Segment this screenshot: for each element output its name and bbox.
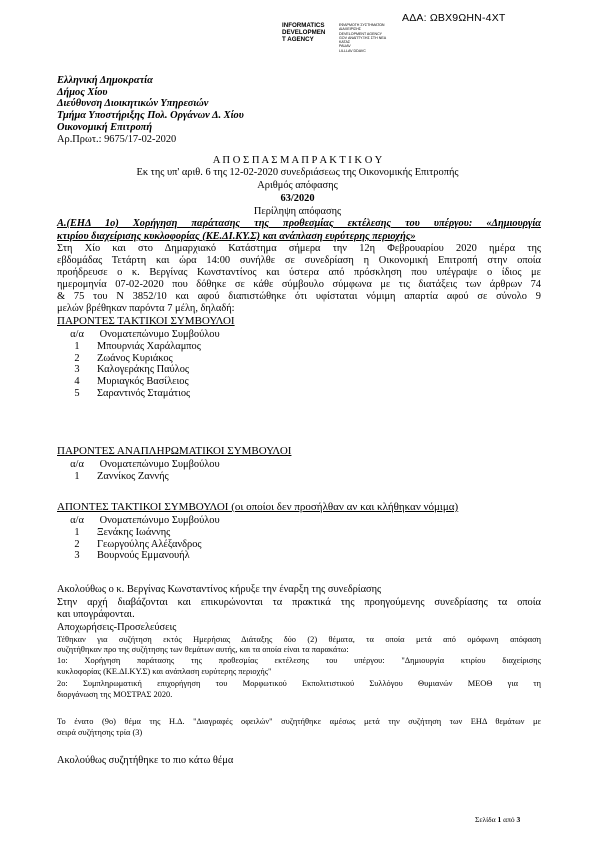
- table-header-row: [57, 515, 220, 527]
- table-row: [57, 527, 220, 539]
- row-number: 4: [74, 376, 80, 388]
- intro-line-6: μελών βρέθηκαν παρόντα 7 μέλη, δηλαδή:: [57, 303, 235, 314]
- topic-2-line-1: 2ο: Συμπληρωματική επιχορήγηση του Μορφωτικού Εκπολιτιστικού Συλλόγου Θυμιανών ΜΕΟΘ για τη: [57, 679, 541, 688]
- member-name: Γεωργούλης Αλέξανδρος: [97, 538, 202, 550]
- protocol-number: Αρ.Πρωτ.: 9675/17-02-2020: [57, 133, 177, 145]
- next-topic-text: Ακολούθως συζητήθηκε το πιο κάτω θέμα: [57, 755, 234, 766]
- col-name-header: Ονοματεπώνυμο Συμβούλου: [99, 459, 220, 470]
- of-word: από: [503, 815, 515, 824]
- row-number: 1: [74, 340, 80, 352]
- extra-topics-line-1: Τέθηκαν για συζήτηση εκτός Ημερήσιας Διάταξης δύο (2) θέματα, τα οποία μετά από ομόφωνη απόφαση: [57, 635, 541, 644]
- member-name: Ζαννίκος Ζαννής: [97, 470, 169, 482]
- extra-topics-line-2: συζητήθηκαν προ της συζήτησης των θεμάτων αυτής, και τα οποία είναι τα παρακάτω:: [57, 645, 349, 654]
- col-number-header: α/α: [70, 515, 84, 526]
- minutes-line-1: Στην αρχή διαβάζονται και επικυρώνονται τα πρακτικά της προηγούμενης συνεδρίασης τα οποία: [57, 597, 541, 608]
- departures-arrivals: Αποχωρήσεις-Προσελεύσεις: [57, 622, 177, 633]
- logo-english-text: [282, 22, 325, 44]
- absent-regular-table: [57, 515, 220, 562]
- table-row: [57, 471, 220, 483]
- logo-gr-line-6: PAUAV: [339, 44, 351, 49]
- logo-gr-line-5: ΚΑΤΑΣ: [339, 40, 351, 45]
- table-header-row: [57, 329, 220, 341]
- topic-1-line-2: κυκλοφορίας (ΚΕ.ΔΙ.ΚΥ.Σ) και ανάπλαση ευρύτερης περιοχής": [57, 667, 272, 676]
- authority-directorate: Διεύθυνση Διοικητικών Υπηρεσιών: [57, 98, 209, 110]
- absent-heading-text: ΑΠΟΝΤΕΣ ΤΑΚΤΙΚΟΙ ΣΥΜΒΟΥΛΟΙ (οι οποίοι δεν προσήλθαν αν και κλήθηκαν νόμιμα): [57, 501, 459, 513]
- logo-gr-line-4: GOV ΑΝΑΠΤΥΞΗΣ ΣΤΗ ΝΕΑ: [339, 35, 387, 40]
- logo-gr-line-3: DEVELOPMENT AGENCY: [339, 31, 383, 36]
- authority-department: Τμήμα Υποστήριξης Πολ. Οργάνων Δ. Χίου: [57, 110, 244, 122]
- member-name: Μπουρνιάς Χαράλαμπος: [97, 340, 201, 352]
- table-row: [57, 539, 220, 551]
- session-start-text: Ακολούθως ο κ. Βεργίνας Κωνσταντίνος κήρυξε την έναρξη της συνεδρίασης: [57, 584, 382, 595]
- page-word: Σελίδα: [475, 815, 496, 824]
- present-regular-heading: ΠΑΡΟΝΤΕΣ ΤΑΚΤΙΚΟΙ ΣΥΜΒΟΥΛΟΙ: [57, 315, 235, 327]
- table-row: [57, 353, 220, 365]
- present-substitute-table: [57, 459, 220, 483]
- ada-code: ΑΔΑ: ΩΒΧ9ΩΗΝ-4ΧΤ: [402, 12, 506, 24]
- topic-1-line-1: 1ο: Χορήγηση παράτασης της προθεσμίας εκτέλεσης του υπέργου: "Δημιουργία κτιρίου διαχείρισης: [57, 656, 541, 665]
- logo-line-1: INFORMATICS: [282, 22, 325, 29]
- authority-republic: Ελληνική Δημοκρατία: [57, 75, 153, 86]
- table-row: [57, 341, 220, 353]
- logo-gr-line-1: ΕΦΑΡΜΟΓΗ ΣΥΣΤΗΜΑΤΩΝ: [339, 23, 385, 27]
- intro-line-3: προήδρευσε ο κ. Βεργίνας Κωνσταντίνος και ύστερα από πρόσκληση που υπέγραψε ο ίδιος με: [57, 267, 541, 278]
- summary-label: Περίληψη απόφασης: [253, 206, 342, 217]
- col-number-header: α/α: [70, 459, 84, 470]
- ninth-topic-line-1: Το ένατο (9ο) θέμα της Η.Δ. "Διαγραφές οφειλών" συζητήθηκε αμέσως μετά την συζήτηση των ΕΗΔ θεμάτων με: [57, 717, 541, 726]
- page-number: 1: [497, 815, 502, 824]
- table-row: [57, 376, 220, 388]
- agency-logo: [282, 22, 402, 60]
- table-row: [57, 388, 220, 400]
- intro-line-4: ημερομηνία 07-02-2020 που δόθηκε σε κάθε σύμβουλο σύμφωνα με τις διατάξεις των άρθρων 74: [57, 279, 541, 290]
- logo-line-3: T AGENCY: [282, 36, 314, 44]
- absent-regular-heading: [57, 502, 458, 514]
- row-number: 3: [74, 550, 80, 562]
- member-name: Μυριαγκός Βασίλειος: [97, 376, 189, 388]
- member-name: Καλογεράκης Παύλος: [97, 364, 190, 376]
- page-footer: [475, 815, 520, 824]
- present-regular-table: [57, 329, 220, 400]
- col-name-header: Ονοματεπώνυμο Συμβούλου: [99, 329, 220, 340]
- row-number: 1: [74, 526, 80, 538]
- subject-line-2: κτιρίου διαχείρισης κυκλοφορίας (ΚΕ.ΔΙ.ΚΥ.Σ) και ανάπλαση ευρύτερης περιοχής»: [57, 231, 416, 242]
- table-row: [57, 550, 220, 562]
- logo-line-2: DEVELOPMEN: [282, 29, 326, 37]
- row-number: 2: [74, 352, 80, 364]
- col-name-header: Ονοματεπώνυμο Συμβούλου: [99, 515, 220, 526]
- page-total: 3: [516, 815, 521, 824]
- authority-committee: Οικονομική Επιτροπή: [57, 121, 153, 133]
- subject-line-1: Α.(ΕΗΔ 1ο) Χορήγηση παράτασης της προθεσμίας εκτέλεσης του υπέργου: «Δημιουργία: [57, 218, 541, 229]
- ninth-topic-line-2: σειρά συζήτησης τρία (3): [57, 728, 143, 737]
- member-name: Σαραντινός Σταμάτιος: [97, 387, 191, 399]
- row-number: 1: [74, 470, 80, 482]
- table-row: [57, 364, 220, 376]
- member-name: Βουρνούς Εμμανουήλ: [97, 550, 190, 562]
- table-header-row: [57, 459, 220, 471]
- decision-label: Αριθμός απόφασης: [257, 180, 338, 191]
- present-substitute-heading: ΠΑΡΟΝΤΕΣ ΑΝΑΠΛΗΡΩΜΑΤΙΚΟΙ ΣΥΜΒΟΥΛΟΙ: [57, 445, 292, 457]
- authority-municipality: Δήμος Χίου: [57, 86, 108, 98]
- intro-line-5: & 75 του Ν 3852/10 και αφού διαπιστώθηκε ότι υφίσταται νόμιμη απαρτία αφού σε σύνολο 9: [57, 291, 541, 302]
- topic-2-line-2: διοργάνωση της ΜΟΣΤΡΑΣ 2020.: [57, 690, 173, 699]
- col-number-header: α/α: [70, 329, 84, 340]
- session-subtitle: Εκ της υπ' αριθ. 6 της 12-02-2020 συνεδριάσεως της Οικονομικής Επιτροπής: [136, 167, 459, 178]
- decision-number: 63/2020: [280, 193, 315, 204]
- authority-block: [57, 75, 244, 145]
- logo-gr-line-2: ΔΙΑΧΕΙΡΙΣΗΣ: [339, 27, 362, 32]
- intro-line-2: εβδομάδας Τετάρτη και ώρα 14:00 συνήλθε σε συνεδρίαση η Οικονομική Επιτροπή στην οποία: [57, 255, 541, 266]
- member-name: Ζωάνος Κυριάκος: [97, 352, 173, 364]
- logo-greek-text: [339, 23, 386, 53]
- document-title: Α Π Ο Σ Π Α Σ Μ Α Π Ρ Α Κ Τ Ι Κ Ο Υ: [212, 155, 383, 166]
- row-number: 5: [74, 387, 80, 399]
- row-number: 2: [74, 538, 80, 550]
- intro-line-1: Στη Χίο και στο Δημαρχιακό Κατάστημα σήμερα την 12η Φεβρουαρίου 2020 ημέρα της: [57, 243, 541, 254]
- member-name: Ξενάκης Ιωάννης: [97, 526, 171, 538]
- row-number: 3: [74, 364, 80, 376]
- logo-gr-line-7: LILLLAV DDAVC: [339, 48, 366, 53]
- minutes-line-2: και υπογράφονται.: [57, 609, 135, 620]
